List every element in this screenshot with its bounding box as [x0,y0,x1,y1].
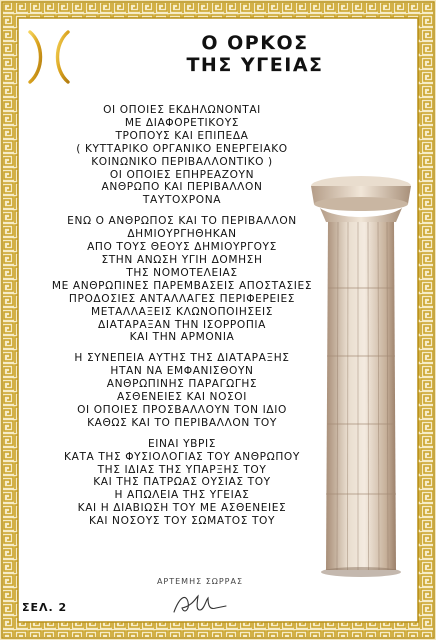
poem-line: ΟΙ ΟΠΟΙΕΣ ΕΚΔΗΛΩΝΟΝΤΑΙ [103,104,261,116]
poem-line: ΔΙΑΤΑΡΑΞΑΝ ΤΗΝ ΙΣΟΡΡΟΠΙΑ [98,318,266,331]
poem-line: ΑΠΟ ΤΟΥΣ ΘΕΟΥΣ ΔΗΜΙΟΥΡΓΟΥΣ [87,241,277,254]
poem-line: ΚΟΙΝΩΝΙΚΟ ΠΕΡΙΒΑΛΛΟΝΤΙΚΟ ) [91,155,273,168]
poem-line: ΚΑΙ ΤΗΝ ΑΡΜΟΝΙΑ [129,331,235,344]
stanza-3 [22,352,342,429]
sun-symbol-icon [26,28,72,86]
content-area [20,20,416,620]
poem-line: ΤΗΣ ΙΔΙΑΣ ΤΗΣ ΥΠΑΡΞΗΣ ΤΟΥ [97,463,267,476]
poem-line: ΑΝΘΡΩΠΙΝΗΣ ΠΑΡΑΓΩΓΗΣ [106,378,258,391]
page-number: ΣΕΛ. 2 [22,601,68,614]
poem-line: ΣΤΗΝ ΑΝΩΣΗ ΥΓΙΗ ΔΟΜΗΣΗ [101,253,263,266]
poem-line: ΚΑΘΩΣ ΚΑΙ ΤΟ ΠΕΡΙΒΑΛΛΟΝ ΤΟΥ [87,416,277,429]
poem-line: ΑΣΘΕΝΕΙΕΣ ΚΑΙ ΝΟΣΟΙ [117,391,247,404]
title-line-2: ΤΗΣ ΥΓΕΙΑΣ [186,54,324,76]
poem-line: ΚΑΤΑ ΤΗΣ ΦΥΣΙΟΛΟΓΙΑΣ ΤΟΥ ΑΝΘΡΩΠΟΥ [64,450,300,463]
poem-line: ΚΑΙ ΝΟΣΟΥΣ ΤΟΥ ΣΩΜΑΤΟΣ ΤΟΥ [88,515,276,528]
poem-line: ΚΑΙ ΤΗΣ ΠΑΤΡΩΑΣ ΟΥΣΙΑΣ ΤΟΥ [93,476,271,489]
poem-body [22,104,342,536]
poem-line: ΟΙ ΟΠΟΙΕΣ ΕΠΗΡΕΑΖΟΥΝ [109,168,255,181]
stanza-2 [22,215,342,344]
signature-icon [170,592,230,616]
stanza-1 [22,104,342,207]
poem-line: Η ΑΠΩΛΕΙΑ ΤΗΣ ΥΓΕΙΑΣ [114,489,250,502]
poem-line: ΜΕ ΔΙΑΦΟΡΕΤΙΚΟΥΣ [124,116,240,129]
poem-line: ΤΑΥΤΟΧΡΟΝΑ [142,194,222,207]
stanza-4 [22,438,342,528]
page-title [120,32,390,76]
poem-line: ΔΗΜΙΟΥΡΓΗΘΗΚΑΝ [127,228,237,241]
poem-line: Η ΣΥΝΕΠΕΙΑ ΑΥΤΗΣ ΤΗΣ ΔΙΑΤΑΡΑΞΗΣ [74,352,290,365]
poem-line: ΚΑΙ Η ΔΙΑΒΙΩΣΗ ΤΟΥ ΜΕ ΑΣΘΕΝΕΙΕΣ [77,502,287,515]
poem-line: ΟΙ ΟΠΟΙΕΣ ΠΡΟΣΒΑΛΛΟΥΝ ΤΟΝ ΙΔΙΟ [77,403,287,416]
title-line-1: Ο ΟΡΚΟΣ [201,32,309,54]
poem-line: ΤΡΟΠΟΥΣ ΚΑΙ ΕΠΙΠΕΔΑ [115,129,249,142]
poem-line: ΑΝΘΡΩΠΟ ΚΑΙ ΠΕΡΙΒΑΛΛΟΝ [101,181,263,194]
poem-line: ΕΙΝΑΙ ΥΒΡΙΣ [147,437,217,450]
poem-line: ΜΕΤΑΛΛΑΞΕΙΣ ΚΛΩΝΟΠΟΙΗΣΕΙΣ [90,305,274,318]
poem-line: ΕΝΩ Ο ΑΝΘΡΩΠΟΣ ΚΑΙ ΤΟ ΠΕΡΙΒΑΛΛΟΝ [67,215,297,228]
poem-line: ΗΤΑΝ ΝΑ ΕΜΦΑΝΙΣΘΟΥΝ [110,365,254,378]
poem-line: ΤΗΣ ΝΟΜΟΤΕΛΕΙΑΣ [126,266,238,279]
poem-line: ΠΡΟΔΟΣΙΕΣ ΑΝΤΑΛΛΑΓΕΣ ΠΕΡΙΦΕΡΕΙΕΣ [68,292,296,305]
author-name: ΑΡΤΕΜΗΣ ΣΩΡΡΑΣ [156,577,244,586]
poem-line: ΜΕ ΑΝΘΡΩΠΙΝΕΣ ΠΑΡΕΜΒΑΣΕΙΣ ΑΠΟΣΤΑΣΙΕΣ [51,279,313,292]
poem-line: ( ΚΥΤΤΑΡΙΚΟ ΟΡΓΑΝΙΚΟ ΕΝΕΡΓΕΙΑΚΟ [76,142,288,155]
